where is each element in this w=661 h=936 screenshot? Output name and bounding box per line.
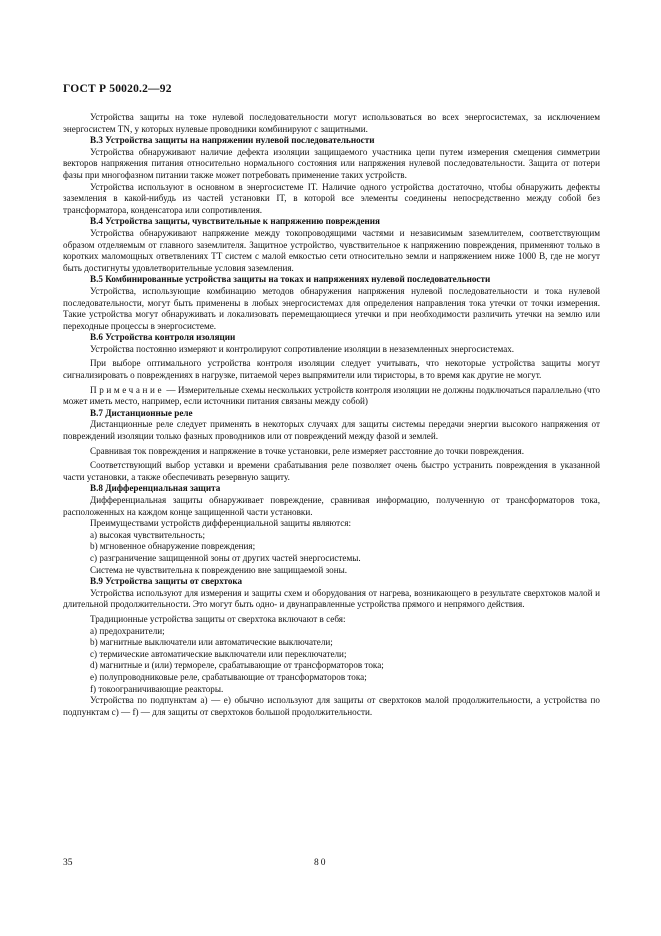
paragraph: Устройства, использующие комбинацию методов обнаружения напряжения нулевой последовательности и тока нулевой последовательности, могут быть применены в любых энергосистемах для определения направления тока утечки от точки измерения. Такие устройства могут обнаруживать и локализовать перемещающиеся утечки и при необходимости различить утечки на землю или переходные процессы в энергосистеме. [63,285,600,331]
list-item: f) токоограничивающие реакторы. [90,683,224,694]
center-page-number: 80 [314,858,328,868]
section-heading-b7: В.7 Дистанционные реле [90,407,193,418]
list-item: a) высокая чувствительность; [90,529,206,540]
document-header: ГОСТ Р 50020.2—92 [63,83,172,95]
paragraph: Система не чувствительна к повреждению вне защищаемой зоны. [90,564,347,575]
section-heading-b4: В.4 Устройства защиты, чувствительные к напряжению повреждения [90,216,380,227]
paragraph: Устройства обнаруживают наличие дефекта изоляции защищаемого участника цепи путем измерения смещения симметрии векторов напряжения питания относительно нормального состояния или напряжения нулевой последовательности. Защита от потери фазы при многофазном питании также может потребовать применение таких устройств. [63,146,600,180]
list-item: a) предохранители; [90,625,165,636]
section-heading-b9: В.9 Устройства защиты от сверхтока [90,576,243,587]
page-number: 35 [63,858,73,868]
section-heading-b5: В.5 Комбинированные устройства защиты на токах и напряжениях нулевой последовательности [90,274,491,285]
paragraph: Соответствующий выбор уставки и времени срабатывания реле позволяет очень быстро устранить повреждения в указанной части установки, а также обеспечивать резервную защиту. [63,460,600,482]
section-heading-b6: В.6 Устройства контроля изоляции [90,332,236,343]
paragraph: Преимуществами устройств дифференциальной защиты являются: [90,518,352,529]
paragraph: Устройства используют для измерения и защиты схем и оборудования от нагрева, возникающего в результате сверхтоков малой и длительной продолжительности. Это могут быть одно- и двунаправленные устройства прямого и непрямого действия. [63,587,600,610]
list-item: b) магнитные выключатели или автоматические выключатели; [90,637,333,648]
paragraph: Устройства обнаруживают напряжение между токопроводящими частями и независимым заземлителем, соответствующим образом отделяемым от главного заземлителя. Защитное устройство, чувствительное к напряжению повреждения, применяют только в коротких маломощных ответвлениях TT систем с малой емкостью сети относительно земли и напряжением ниже 1000 В, где не могут быть достигнуты удовлетворительные условия заземления. [63,227,600,273]
document-body [63,112,600,718]
list-item: c) разграничение защищенной зоны от других частей энергосистемы. [90,552,361,563]
list-item: d) магнитные и (или) термореле, срабатывающие от трансформаторов тока; [90,660,384,671]
paragraph: Устройства постоянно измеряют и контролируют сопротивление изоляции в незаземленных энергосистемах. [90,343,515,354]
paragraph: Дистанционные реле следует применять в некоторых случаях для защиты системы передачи энергии высокого напряжения от повреждений изоляции только фазных проводников или от повреждений между фазой и землей. [63,419,600,442]
paragraph: Устройства используют в основном в энергосистеме IT. Наличие одного устройства достаточно, чтобы обнаружить дефекты заземления в какой-нибудь из частей установки IT, в которой все элементы соединены непосредственно между собой без трансформатора, конденсатора или сопротивления. [63,181,600,215]
paragraph: При выборе оптимального устройства контроля изоляции следует учитывать, что некоторые устройства защиты могут сигнализировать о повреждениях в нагрузке, питаемой через выпрямители или тиристоры, в то время как другие не могут. [63,358,600,381]
section-heading-b8: В.8 Дифференциальная защита [90,483,221,494]
list-item: c) термические автоматические выключатели или переключатели; [90,648,347,659]
note-text: — Измерительные схемы нескольких устройств контроля изоляции не должны подключаться параллельно (что может иметь место, например, если источники питания связаны между собой) [63,384,601,407]
list-item: b) мгновенное обнаружение повреждения; [90,541,256,552]
note-label: Примечание [90,384,165,395]
paragraph: Сравнивая ток повреждения и напряжение в точке установки, реле измеряет расстояние до точки повреждения. [90,445,525,456]
paragraph: Устройства защиты на токе нулевой последовательности могут использоваться во всех энергосистемах, за исключением энергосистем TN, у которых нулевые проводники комбинируют с защитными. [63,112,600,134]
section-heading-b3: В.3 Устройства защиты на напряжении нулевой последовательности [90,135,375,146]
paragraph: Традиционные устройства защиты от сверхтока включают в себя: [90,613,346,624]
list-item: e) полупроводниковые реле, срабатывающие от трансформаторов тока; [90,671,367,682]
note-paragraph [63,385,600,408]
paragraph: Устройства по подпунктам a) — e) обычно используют для защиты от сверхтоков малой продолжительности, а устройства по подпунктам c) — f) — для защиты от сверхтоков большой продолжительности. [63,695,600,717]
paragraph: Дифференциальная защиты обнаруживает повреждение, сравнивая информацию, полученную от трансформаторов тока, расположенных на каждом конце защищенной части установки. [63,495,600,517]
